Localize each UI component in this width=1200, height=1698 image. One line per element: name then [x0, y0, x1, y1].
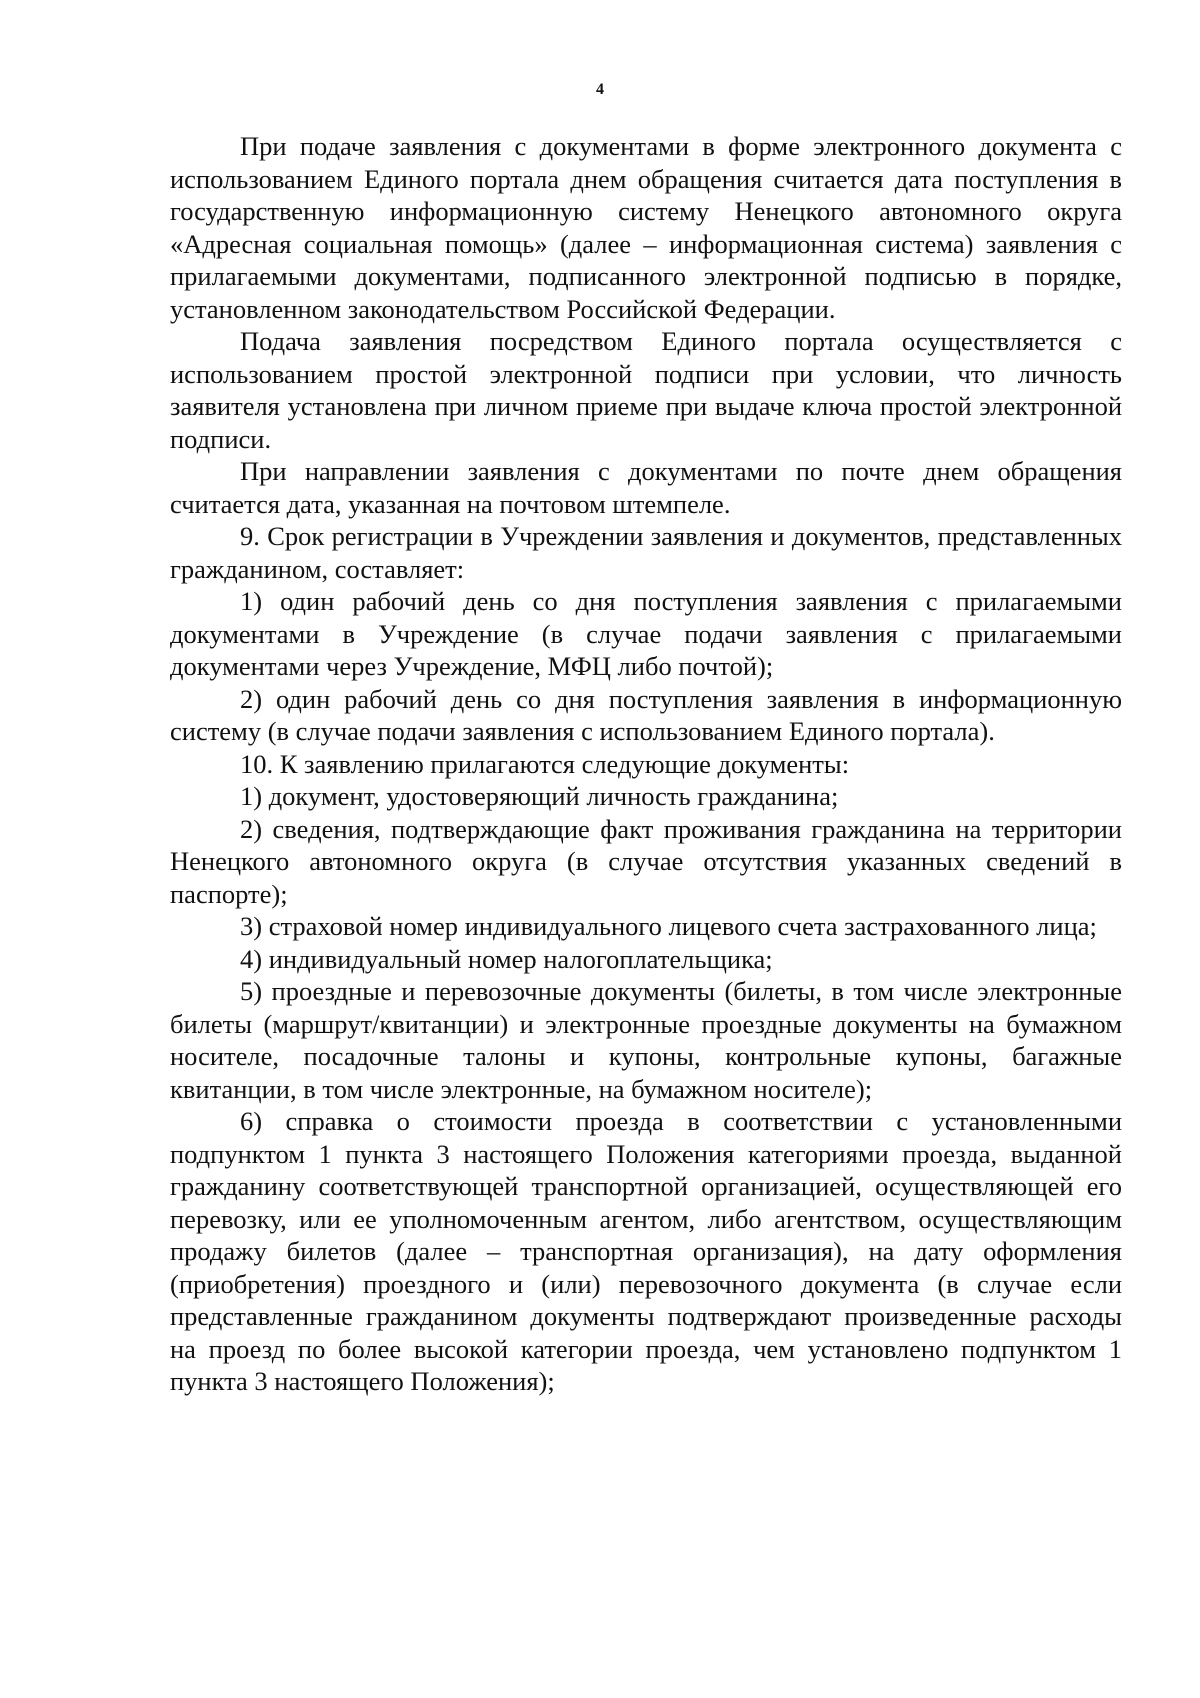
paragraph-item-10-3: 3) страховой номер индивидуального лицевого счета застрахованного лица; — [240, 911, 1097, 941]
paragraph-item-10-2: 2) сведения, подтверждающие факт проживания гражданина на территории Ненецкого автономного округа (в случае отсутствия указанных сведений в паспорте); — [170, 813, 1122, 909]
paragraph-simple-signature: Подача заявления посредством Единого портала осуществляется с использованием простой электронной подписи при условии, что личность заявителя установлена при личном приеме при выдаче ключа простой электронной подписи. — [170, 326, 1122, 454]
paragraph-item-9-2: 2) один рабочий день со дня поступления заявления в информационную систему (в случае подачи заявления с использованием Единого портала). — [170, 683, 1122, 746]
paragraph-item-10-5: 5) проездные и перевозочные документы (билеты, в том числе электронные билеты (маршрут/квитанции) и электронные проездные документы на бумажном носителе, посадочные талоны и купоны, контрольные купоны, багажные квитанции, в том числе электронные, на бумажном носителе); — [170, 976, 1122, 1104]
paragraph-item-10-6: 6) справка о стоимости проезда в соответствии с установленными подпунктом 1 пункта 3 настоящего Положения категориями проезда, выданной гражданину соответствующей транспортной организацией, осуществляющей его перевозку, или ее уполномоченным агентом, либо агентством, осуществляющим продажу билетов (далее – транспортная организация), на дату оформления (приобретения) проездного и (или) перевозочного документа (в случае если представленные гражданином документы подтверждают произведенные расходы на проезд по более высокой категории проезда, чем установлено подпунктом 1 пункта 3 настоящего Положения); — [170, 1106, 1122, 1396]
paragraph-postal-submission: При направлении заявления с документами по почте днем обращения считается дата, указанная на почтовом штемпеле. — [170, 456, 1122, 519]
paragraph-item-9-1: 1) один рабочий день со дня поступления заявления с прилагаемыми документами в Учреждение (в случае подачи заявления с прилагаемыми документами через Учреждение, МФЦ либо почтой); — [170, 586, 1122, 681]
document-body — [170, 130, 1122, 1398]
paragraph-item-10-1: 1) документ, удостоверяющий личность гражданина; — [240, 781, 839, 811]
page-number: 4 — [596, 81, 604, 98]
paragraph-electronic-submission: При подаче заявления с документами в форме электронного документа с использованием Единого портала днем обращения считается дата поступления в государственную информационную систему Ненецкого автономного округа «Адресная социальная помощь» (далее – информационная система) заявления с прилагаемыми документами, подписанного электронной подписью в порядке, установленном законодательством Российской Федерации. — [170, 131, 1122, 324]
paragraph-item-10-4: 4) индивидуальный номер налогоплательщика; — [240, 943, 773, 974]
paragraph-item-10: 10. К заявлению прилагаются следующие документы: — [240, 748, 850, 779]
paragraph-item-9: 9. Срок регистрации в Учреждении заявления и документов, представленных гражданином, составляет: — [170, 521, 1122, 584]
